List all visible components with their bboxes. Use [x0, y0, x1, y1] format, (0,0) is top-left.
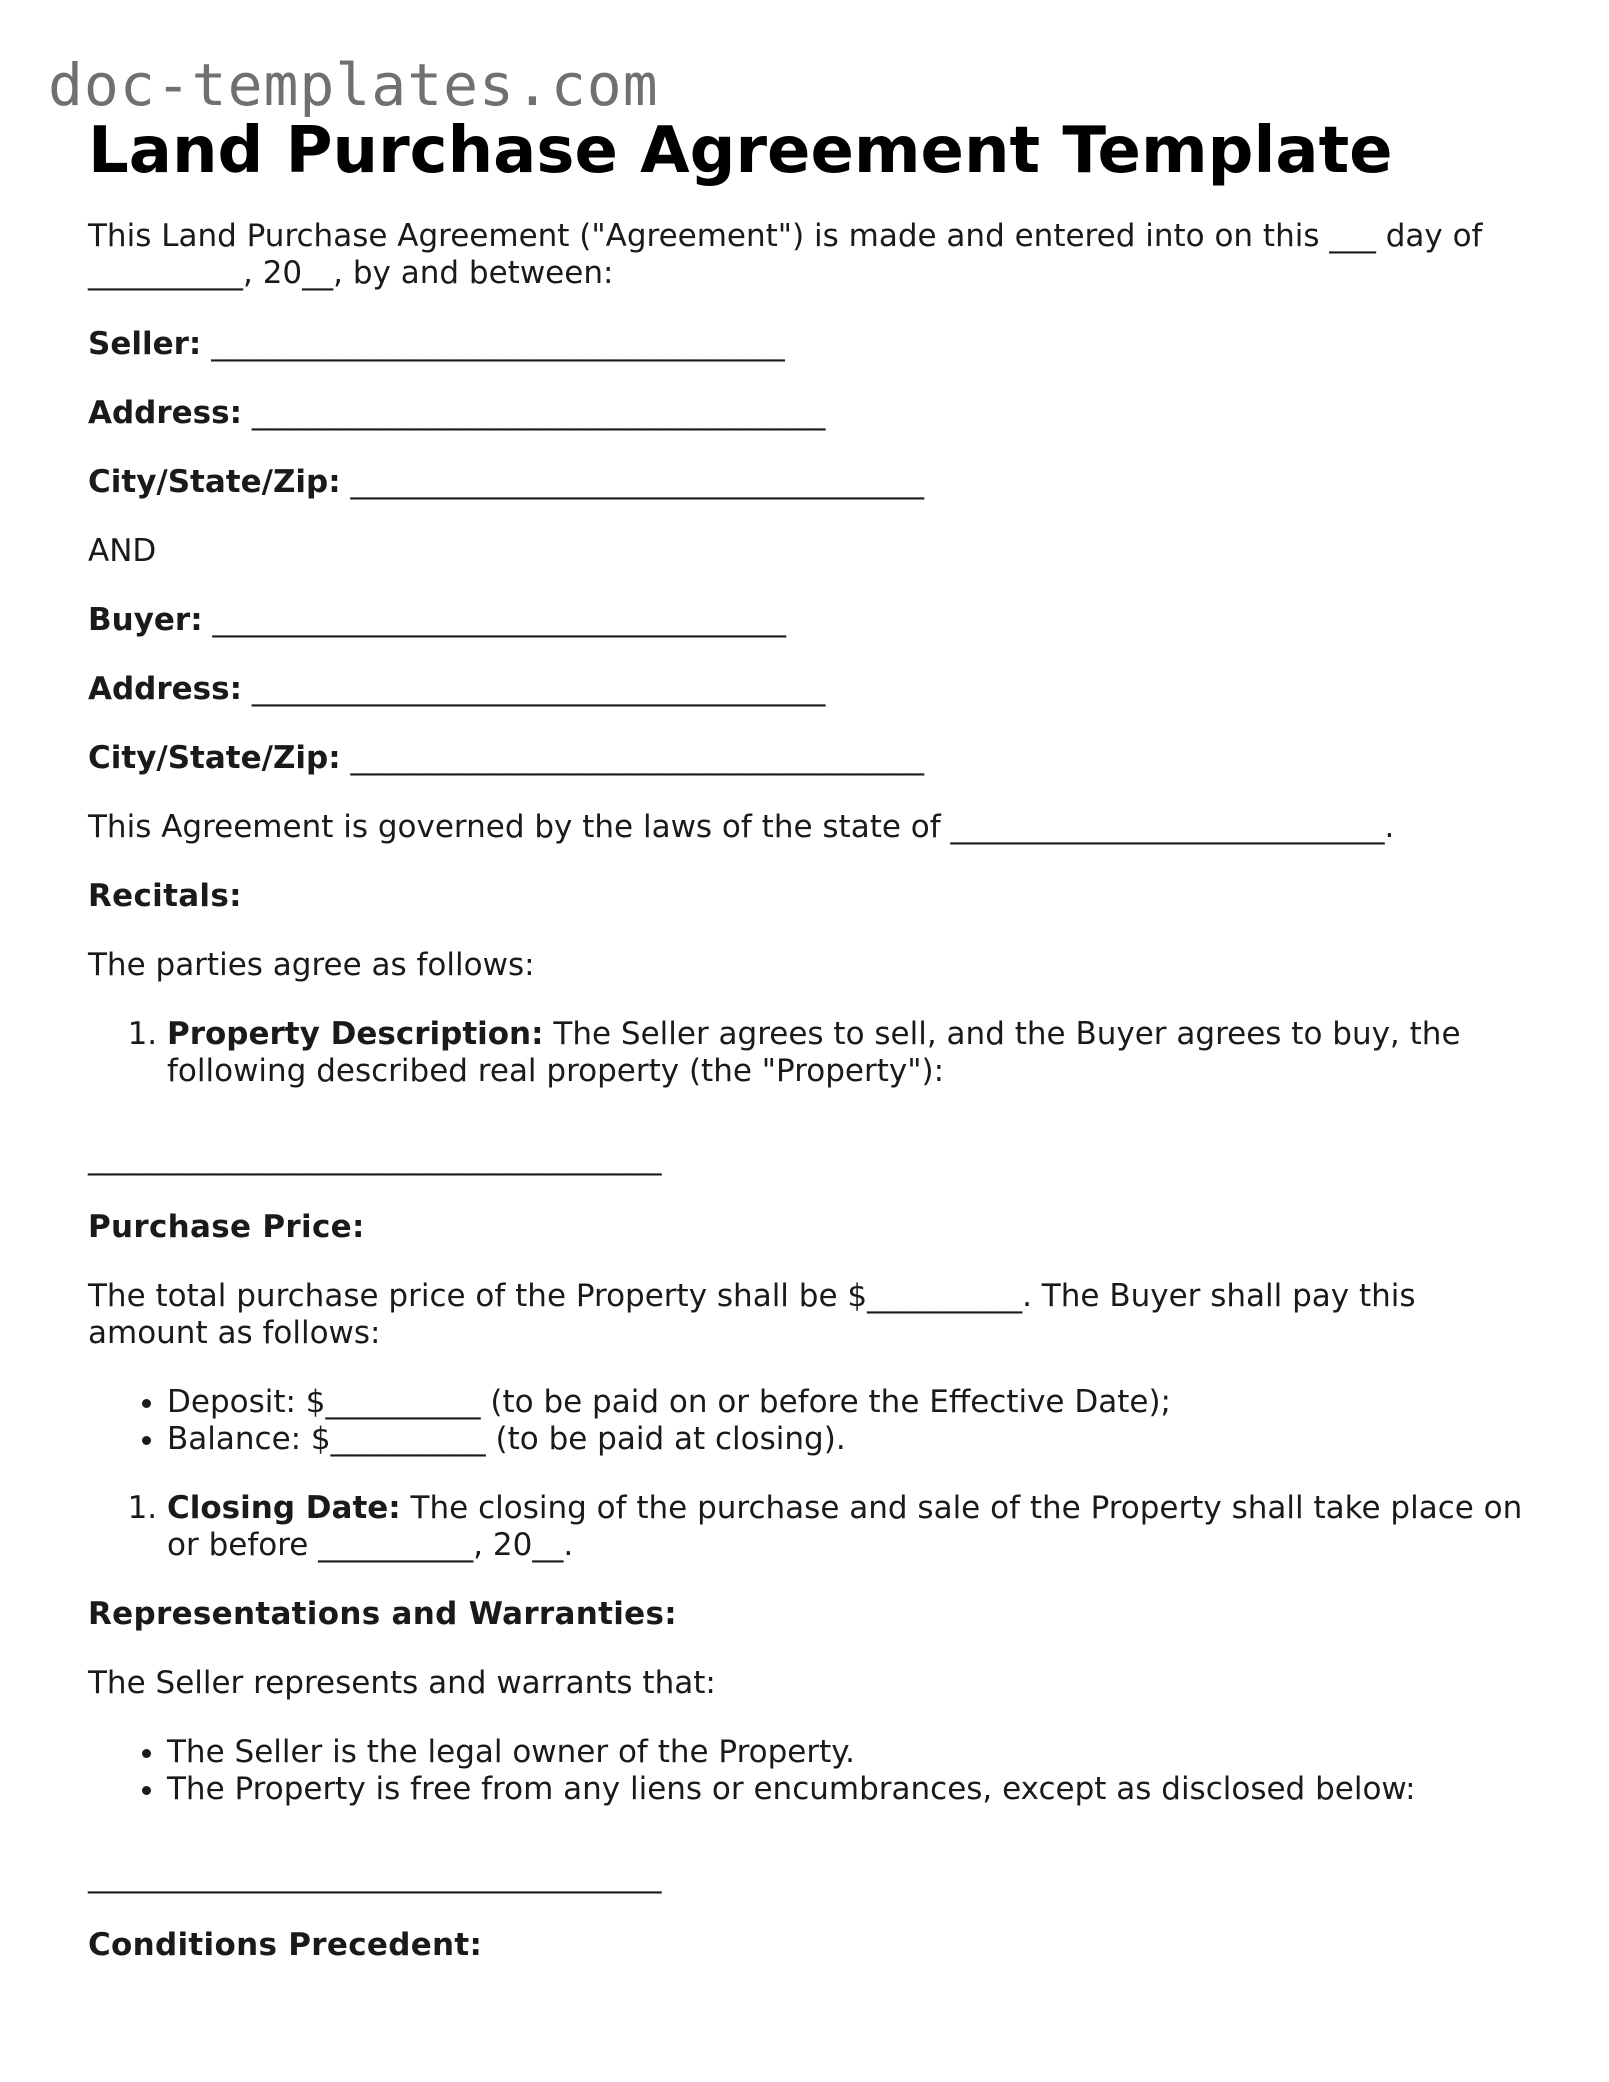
buyer-label: Buyer: — [88, 602, 203, 638]
buyer-blank: _____________________________________ — [212, 602, 786, 638]
property-list — [88, 1016, 1528, 1090]
purchase-price-heading: Purchase Price: — [88, 1209, 365, 1245]
property-description-item — [167, 1016, 1528, 1090]
representations-paragraph: The Seller represents and warrants that: — [88, 1665, 716, 1701]
representations-heading: Representations and Warranties: — [88, 1596, 677, 1632]
buyer-city-label: City/State/Zip: — [88, 740, 341, 776]
property-description-blank: _____________________________________ — [88, 1140, 662, 1176]
seller-address-label: Address: — [88, 395, 242, 431]
buyer-address-blank: _____________________________________ — [251, 671, 826, 707]
seller-label: Seller: — [88, 326, 202, 362]
disclosure-blank: _____________________________________ — [88, 1858, 662, 1894]
payment-list — [88, 1384, 1528, 1458]
and-separator: AND — [88, 533, 157, 569]
buyer-address-field — [88, 671, 1528, 708]
intro-paragraph: This Land Purchase Agreement ("Agreement") is made and entered into on this ___ day of __________, 20__, by and between: — [88, 218, 1483, 291]
closing-date-text: The closing of the purchase and sale of the Property shall take place on or before __________, 20__. — [167, 1490, 1523, 1563]
buyer-address-label: Address: — [88, 671, 242, 707]
document-title: Land Purchase Agreement Template — [88, 114, 1393, 188]
seller-city-field — [88, 464, 1528, 501]
warranties-list — [88, 1734, 1528, 1808]
watermark-logo: doc-templates.com — [48, 51, 659, 119]
buyer-field — [88, 602, 1528, 639]
closing-list — [88, 1490, 1528, 1564]
closing-date-label: Closing Date: — [167, 1490, 401, 1526]
seller-address-blank: _____________________________________ — [251, 395, 826, 431]
recitals-heading: Recitals: — [88, 878, 242, 914]
closing-date-item — [167, 1490, 1528, 1564]
document-page — [88, 110, 1528, 1996]
buyer-city-field — [88, 740, 1528, 777]
seller-field — [88, 326, 1528, 363]
seller-blank: _____________________________________ — [211, 326, 785, 362]
buyer-city-blank: _____________________________________ — [350, 740, 925, 776]
balance-item: • Balance: $__________ (to be paid at closing). — [167, 1421, 1528, 1458]
property-description-label: Property Description: — [167, 1016, 544, 1052]
legal-owner-item: • The Seller is the legal owner of the Property. — [167, 1734, 1528, 1771]
liens-item: • The Property is free from any liens or encumbrances, except as disclosed below: — [167, 1771, 1528, 1808]
parties-agree-paragraph: The parties agree as follows: — [88, 947, 535, 983]
governing-law-paragraph: This Agreement is governed by the laws of the state of ____________________________. — [88, 809, 1395, 845]
property-description-text: The Seller agrees to sell, and the Buyer agrees to buy, the following described real property (the "Property"): — [167, 1016, 1461, 1089]
purchase-price-paragraph: The total purchase price of the Property shall be $__________. The Buyer shall pay this amount as follows: — [88, 1278, 1416, 1351]
seller-city-blank: _____________________________________ — [350, 464, 925, 500]
deposit-item: • Deposit: $__________ (to be paid on or before the Effective Date); — [167, 1384, 1528, 1421]
seller-city-label: City/State/Zip: — [88, 464, 341, 500]
seller-address-field — [88, 395, 1528, 432]
conditions-precedent-heading: Conditions Precedent: — [88, 1927, 483, 1963]
